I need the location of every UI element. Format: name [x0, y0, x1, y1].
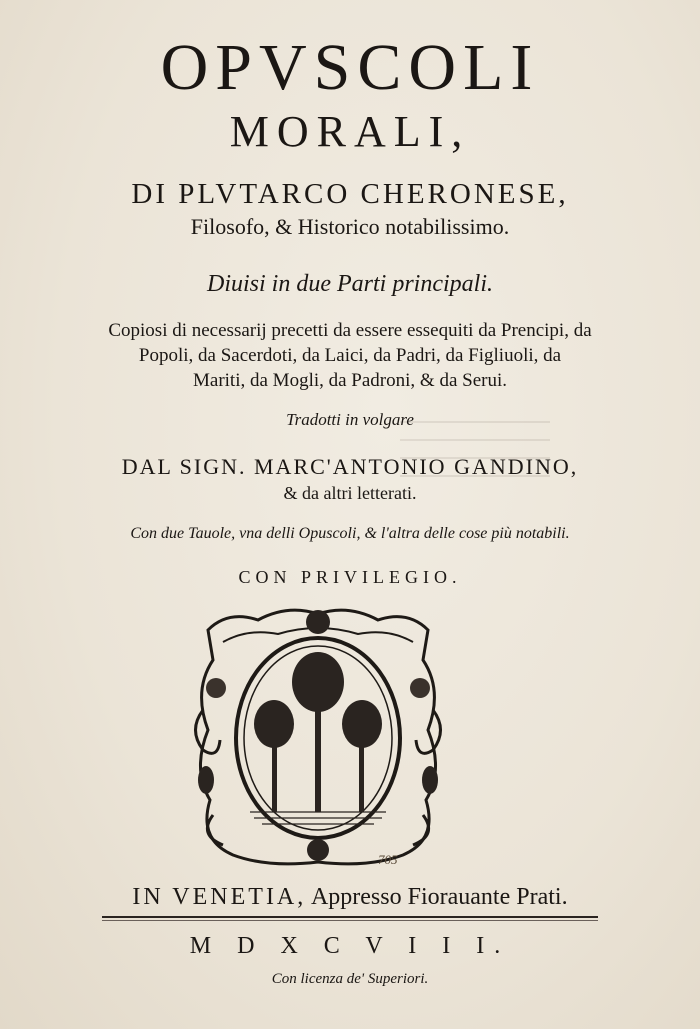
contents-line-2: Popoli, da Sacerdoti, da Laici, da Padri, da Figliuoli, da: [138, 345, 562, 366]
imprint-printer: Appresso Fiorauante Prati.: [310, 884, 568, 910]
license-line: Con licenza de' Superiori.: [271, 971, 429, 987]
divider-rule-thin: [102, 920, 598, 921]
author-description: Filosofo, & Historico notabilissimo.: [190, 214, 510, 239]
title-line-2: MORALI,: [229, 107, 471, 156]
printers-device-trees-cartouche-icon: [188, 600, 448, 872]
imprint-place: IN VENETIA,: [132, 884, 307, 910]
divider-rule: [102, 916, 598, 918]
translator-others: & da altri letterati.: [283, 483, 417, 503]
date-line: M D X C V I I I.: [189, 933, 511, 959]
division-line: Diuisi in due Parti principali.: [207, 271, 493, 297]
translated-line: Tradotti in volgare: [286, 410, 414, 429]
author-line: DI PLVTARCO CHERONESE,: [131, 178, 569, 210]
imprint-line: [0, 880, 700, 914]
contents-line-1: Copiosi di necessarij precetti da essere essequiti da Prencipi, da: [108, 320, 592, 341]
privilege-line: CON PRIVILEGIO.: [238, 567, 462, 587]
contents-line-3: Mariti, da Mogli, da Padroni, & da Serui.: [193, 370, 507, 391]
title-line-1: OPVSCOLI: [160, 31, 540, 104]
translator-line: DAL SIGN. MARC'ANTONIO GANDINO,: [121, 454, 579, 479]
handwritten-mark: 705: [378, 852, 398, 867]
tables-line: Con due Tauole, vna delli Opuscoli, & l'altra delle cose più notabili.: [130, 525, 570, 542]
